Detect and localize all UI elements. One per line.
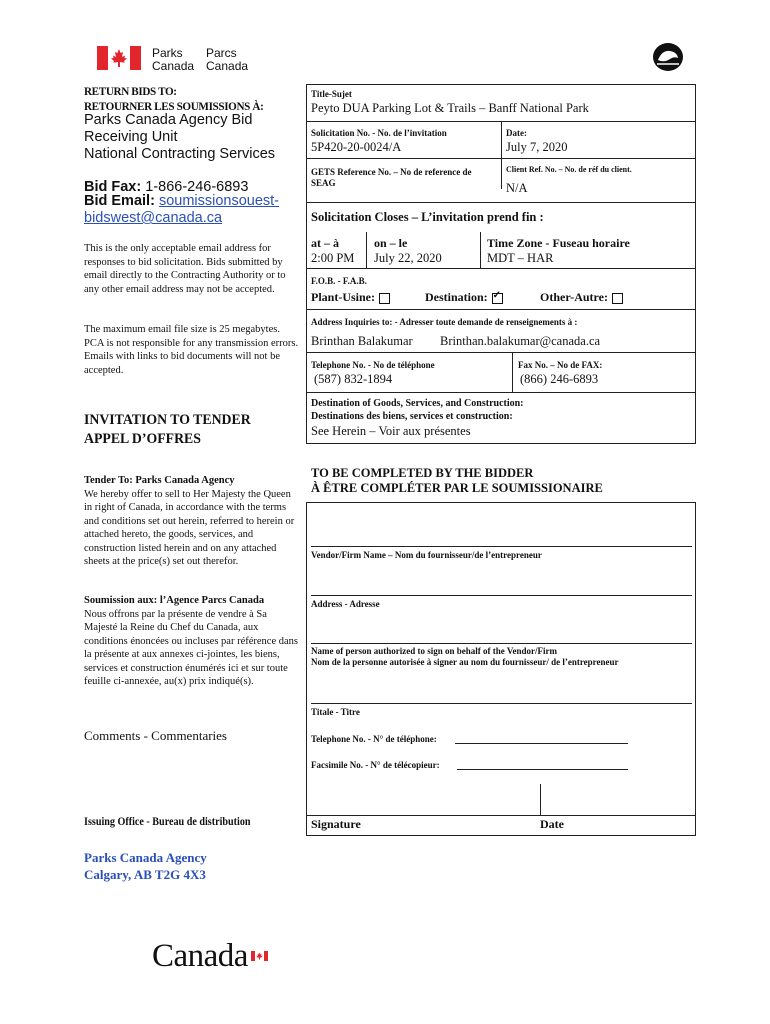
- signature-date-field[interactable]: [544, 784, 692, 814]
- date-label: Date:: [506, 128, 527, 138]
- destination-goods-value: See Herein – Voir aux présentes: [311, 424, 471, 438]
- on-label: on – le: [374, 236, 408, 250]
- telephone-field[interactable]: [455, 743, 628, 744]
- at-label: at – à: [311, 236, 339, 250]
- facsimile-field[interactable]: [457, 769, 628, 770]
- org-name-fr: Parcs Canada: [206, 46, 249, 73]
- bid-email: Bid Email: soumissionsouest- bidswest@canada.ca: [84, 193, 280, 226]
- wordmark-flag-icon: [251, 948, 268, 958]
- timezone-value: MDT – HAR: [487, 251, 554, 265]
- title-field-label: Titale - Titre: [311, 707, 360, 717]
- address-inquiries-label: Address Inquiries to: - Adresser toute demande de renseignements à :: [311, 317, 578, 327]
- destination-checkbox[interactable]: [492, 293, 503, 304]
- solicitation-no-label: Solicitation No. - No. de l’invitation: [311, 128, 447, 138]
- telephone-field-label: Telephone No. - N° de téléphone:: [311, 734, 437, 744]
- other-checkbox-row[interactable]: Other-Autre:: [540, 290, 623, 305]
- date-value: July 7, 2020: [506, 140, 568, 154]
- authorized-person-label: Name of person authorized to sign on behalf of the Vendor/Firm Nom de la personne autorisée à signer au nom du fournisseur/ de l’entrepreneur: [311, 646, 619, 667]
- on-value: July 22, 2020: [374, 251, 442, 265]
- timezone-label: Time Zone - Fuseau horaire: [487, 236, 630, 250]
- comments-label: Comments - Commentaries: [84, 728, 227, 743]
- address-label: Address - Adresse: [311, 599, 380, 609]
- title-field[interactable]: [311, 672, 692, 702]
- facsimile-field-label: Facsimile No. - N° de télécopieur:: [311, 760, 440, 770]
- fob-label: F.O.B. - F.A.B.: [311, 276, 367, 286]
- signature-date-label: Date: [540, 817, 564, 831]
- vendor-name-label: Vendor/Firm Name – Nom du fournisseur/de l’entrepreneur: [311, 550, 542, 560]
- destination-checkbox-row[interactable]: Destination:✓: [425, 290, 503, 305]
- contact-email[interactable]: Brinthan.balakumar@canada.ca: [440, 334, 601, 348]
- issuing-office-address: Parks Canada Agency Calgary, AB T2G 4X3: [84, 850, 207, 882]
- address-field[interactable]: [311, 560, 692, 593]
- title-label: Title-Sujet: [311, 89, 352, 99]
- telephone-value: (587) 832-1894: [314, 372, 393, 386]
- contact-name: Brinthan Balakumar: [311, 334, 413, 348]
- org-name-en: Parks Canada: [152, 46, 195, 73]
- parks-canada-flag-logo: [97, 46, 141, 70]
- title-value: Peyto DUA Parking Lot & Trails – Banff National Park: [311, 101, 589, 115]
- fax-value: (866) 246-6893: [520, 372, 599, 386]
- destination-goods-label: Destination of Goods, Services, and Construction: Destinations des biens, services et construction:: [311, 398, 524, 422]
- tender-to: Tender To: Parks Canada Agency We hereby offer to sell to Her Majesty the Queen in right of Canada, in accordance with the terms and conditions set out herein, referred to herein or attached hereto, the goods, services, and construction listed herein and on any attached sheets at the price(s) set out therefor.: [84, 475, 295, 567]
- authorized-person-field[interactable]: [311, 612, 692, 642]
- plant-checkbox[interactable]: [379, 293, 390, 304]
- at-value: 2:00 PM: [311, 251, 355, 265]
- telephone-label: Telephone No. - No de téléphone: [311, 360, 435, 370]
- issuing-office-label: Issuing Office - Bureau de distribution: [84, 816, 251, 828]
- invitation-title: INVITATION TO TENDER APPEL D’OFFRES: [84, 412, 251, 447]
- return-bids-address: Parks Canada Agency Bid Receiving Unit National Contracting Services: [84, 112, 276, 162]
- bid-email-link[interactable]: soumissionsouest-: [158, 193, 280, 209]
- vendor-name-field[interactable]: [311, 510, 692, 544]
- fax-label: Fax No. – No de FAX:: [518, 360, 603, 370]
- client-ref-value: N/A: [506, 181, 528, 195]
- canada-wordmark: Canada: [152, 938, 248, 974]
- gets-label: GETS Reference No. – No de reference de SEAG: [311, 167, 472, 188]
- bid-email-link-cont[interactable]: bidswest@canada.ca: [84, 210, 223, 226]
- bid-fax: Bid Fax: 1-866-246-6893: [84, 179, 249, 195]
- email-note: This is the only acceptable email address for responses to bid solicitation. Bids submitted by email directly to the Contracting Authority or to any other email address may not be accepted.: [84, 243, 286, 295]
- signature-label: Signature: [311, 817, 361, 831]
- file-size-note: The maximum email file size is 25 megabytes. PCA is not responsible for any transmission errors. Emails with links to bid documents will not be accepted.: [84, 324, 299, 376]
- client-ref-label: Client Ref. No. – No. de réf du client.: [506, 165, 632, 174]
- plant-checkbox-row[interactable]: Plant-Usine:: [311, 290, 390, 305]
- return-bids-label: RETURN BIDS TO: RETOURNER LES SOUMISSIONS À:: [84, 84, 264, 113]
- signature-field[interactable]: [311, 784, 537, 814]
- solicitation-closes-label: Solicitation Closes – L’invitation prend fin :: [311, 210, 544, 224]
- beaver-emblem-icon: [652, 42, 684, 72]
- soumission-aux: Soumission aux: l’Agence Parcs Canada Nous offrons par la présente de vendre à Sa Majesté la Reine du Chef du Canada, aux conditions énoncées ou incluses par référence dans la présente at aux annexes ci-jointes, les biens, services et construction énumérés ici et sur toute feuille ci-annexée, au(x) prix indiqué(s).: [84, 595, 298, 687]
- other-checkbox[interactable]: [612, 293, 623, 304]
- bidder-heading: TO BE COMPLETED BY THE BIDDER À ÊTRE COMPLÉTER PAR LE SOUMISSIONAIRE: [311, 466, 603, 495]
- solicitation-no-value: 5P420-20-0024/A: [311, 140, 402, 154]
